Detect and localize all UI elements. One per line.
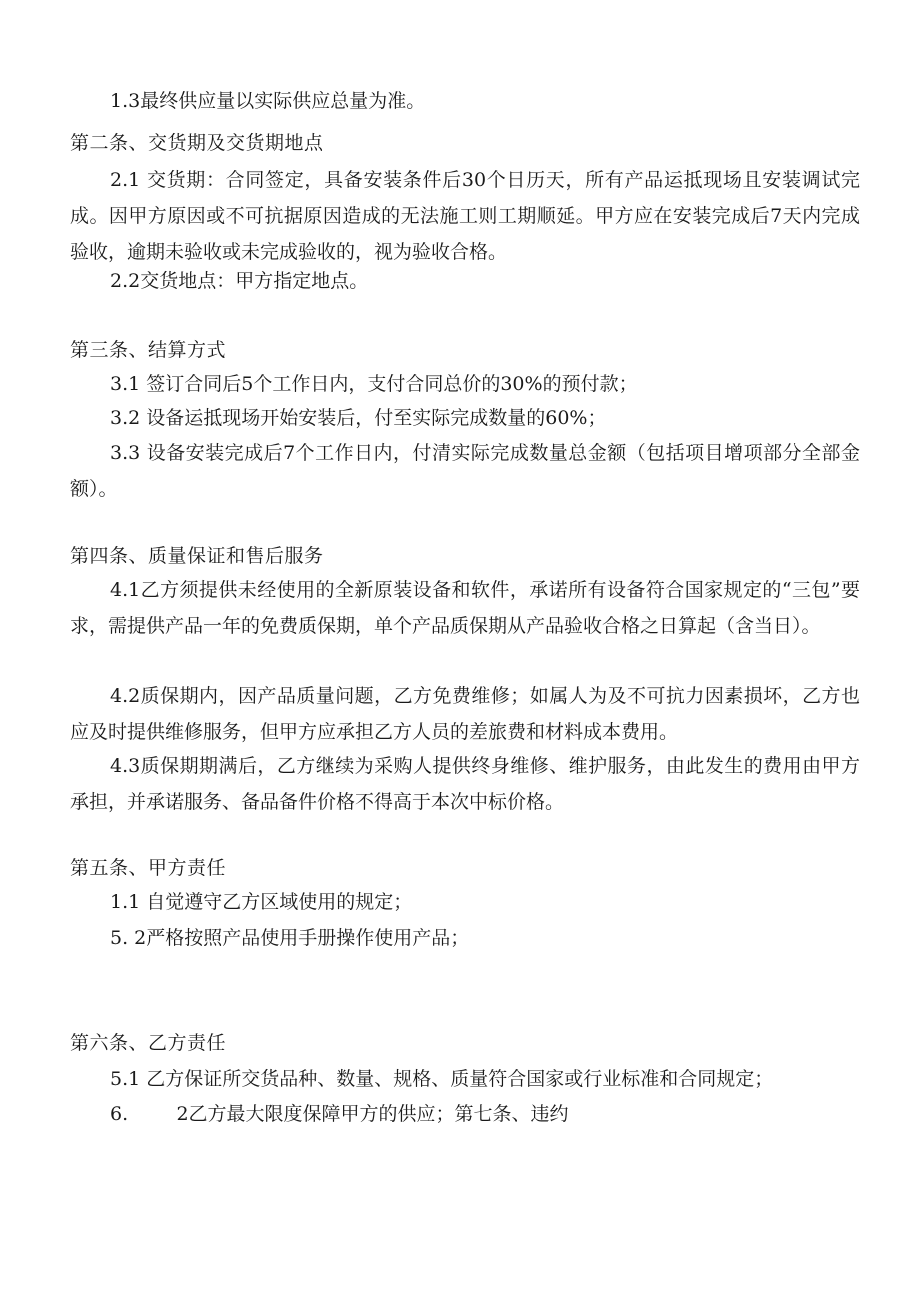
section-2-title: 第二条、交货期及交货期地点: [70, 132, 324, 154]
clause-3-3: 3.3 设备安装完成后7个工作日内，付清实际完成数量总金额（包括项目增项部分全部金额）。: [70, 442, 860, 500]
clause-6-1: 5.1 乙方保证所交货品种、数量、规格、质量符合国家或行业标准和合同规定；: [110, 1068, 774, 1090]
clause-5-1: 1.1 自觉遵守乙方区域使用的规定；: [110, 891, 413, 913]
clause-2-2: 2.2交货地点：甲方指定地点。: [110, 270, 369, 292]
section-3-title: 第三条、结算方式: [70, 339, 227, 361]
clause-4-1: 4.1乙方须提供未经使用的全新原装设备和软件，承诺所有设备符合国家规定的“三包”要求，需提供产品一年的免费质保期，单个产品质保期从产品验收合格之日算起（含当日）。: [70, 579, 860, 637]
clause-4-3: 4.3质保期期满后，乙方继续为采购人提供终身维修、维护服务，由此发生的费用由甲方承担，并承诺服务、备品备件价格不得高于本次中标价格。: [70, 755, 860, 813]
clause-3-2: 3.2 设备运抵现场开始安装后，付至实际完成数量的60%；: [110, 407, 607, 429]
clause-6-2: 6. 2乙方最大限度保障甲方的供应；第七条、违约: [110, 1103, 569, 1125]
clause-5-2: 5. 2严格按照产品使用手册操作使用产品；: [110, 927, 470, 949]
clause-3-1: 3.1 签订合同后5个工作日内，支付合同总价的30%的预付款；: [110, 373, 638, 395]
clause-2-1: 2.1 交货期：合同签定，具备安装条件后30个日历天，所有产品运抵现场且安装调试完成。因甲方原因或不可抗据原因造成的无法施工则工期顺延。甲方应在安装完成后7天内完成验收，逾期未验收或未完成验收的，视为验收合格。: [70, 169, 860, 263]
section-4-title: 第四条、质量保证和售后服务: [70, 545, 324, 567]
clause-4-2: 4.2质保期内，因产品质量问题，乙方免费维修；如属人为及不可抗力因素损坏，乙方也应及时提供维修服务，但甲方应承担乙方人员的差旅费和材料成本费用。: [70, 685, 860, 743]
section-6-title: 第六条、乙方责任: [70, 1032, 227, 1054]
section-5-title: 第五条、甲方责任: [70, 857, 227, 879]
clause-1-3: 1.3最终供应量以实际供应总量为准。: [110, 90, 426, 112]
